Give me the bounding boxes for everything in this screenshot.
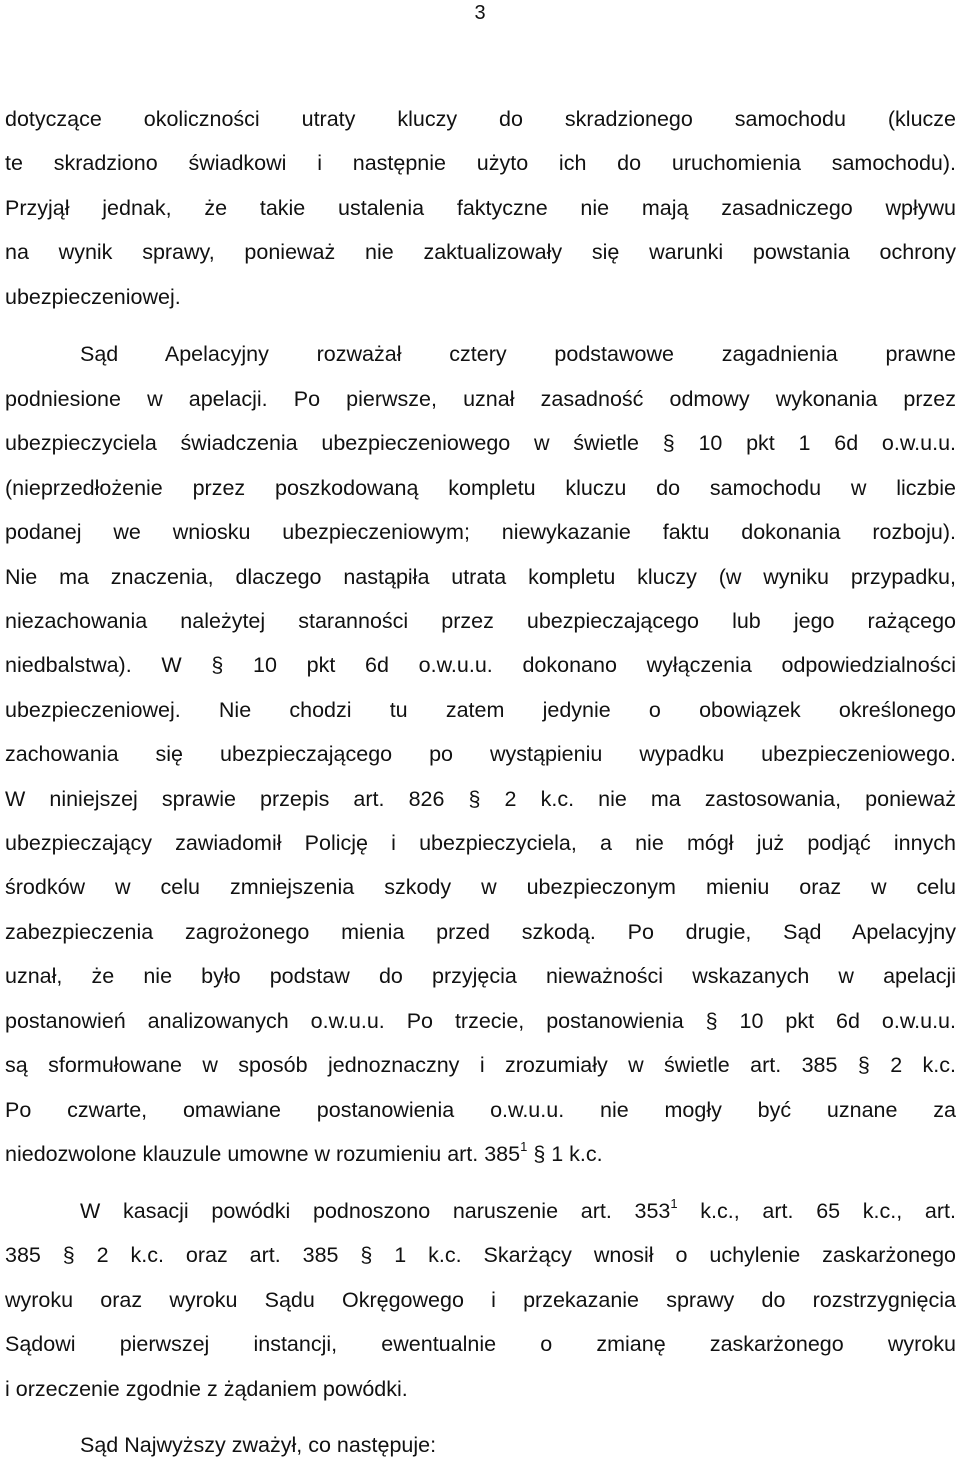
text-line: podanej we wniosku ubezpieczeniowym; niewykazanie faktu dokonania rozboju).	[5, 520, 956, 544]
text-line: uznał, że nie było podstaw do przyjęcia nieważności wskazanych w apelacji	[5, 964, 956, 988]
text-segment: W kasacji powódki podnoszono naruszenie art. 353	[80, 1199, 671, 1223]
text-segment: k.c., art. 65 k.c., art.	[677, 1199, 956, 1223]
text-line: zabezpieczenia zagrożonego mienia przed szkodą. Po drugie, Sąd Apelacyjny	[5, 920, 956, 944]
text-line: zachowania się ubezpieczającego po wystąpieniu wypadku ubezpieczeniowego.	[5, 742, 956, 766]
text-line: na wynik sprawy, ponieważ nie zaktualizowały się warunki powstania ochrony	[5, 240, 956, 264]
text-segment: niedozwolone klauzule umowne w rozumieniu art. 385	[5, 1142, 521, 1166]
superscript: 1	[670, 1195, 678, 1211]
text-line: Sąd Apelacyjny rozważał cztery podstawowe zagadnienia prawne	[80, 342, 956, 366]
text-line: Po czwarte, omawiane postanowienia o.w.u.u. nie mogły być uznane za	[5, 1098, 956, 1122]
text-line: i orzeczenie zgodnie z żądaniem powódki.	[5, 1377, 408, 1401]
text-line: te skradziono świadkowi i następnie użyto ich do uruchomienia samochodu).	[5, 151, 956, 175]
text-line: postanowień analizowanych o.w.u.u. Po trzecie, postanowienia § 10 pkt 6d o.w.u.u.	[5, 1009, 956, 1033]
text-line: Sąd Najwyższy zważył, co następuje:	[80, 1433, 437, 1457]
text-line: podniesione w apelacji. Po pierwsze, uznał zasadność odmowy wykonania przez	[5, 387, 956, 411]
text-line: Sądowi pierwszej instancji, ewentualnie o zmianę zaskarżonego wyroku	[5, 1332, 956, 1356]
page-number: 3	[474, 2, 486, 24]
text-segment: § 1 k.c.	[527, 1142, 603, 1166]
text-line: niezachowania należytej staranności przez ubezpieczającego lub jego rażącego	[5, 609, 956, 633]
text-line: Przyjął jednak, że takie ustalenia faktyczne nie mają zasadniczego wpływu	[5, 196, 956, 220]
text-line	[80, 1189, 956, 1233]
text-line: ubezpieczeniowej.	[5, 285, 181, 309]
text-line	[5, 1132, 956, 1176]
superscript: 1	[520, 1138, 528, 1154]
text-line: ubezpieczający zawiadomił Policję i ubezpieczyciela, a nie mógł już podjąć innych	[5, 831, 956, 855]
text-line: są sformułowane w sposób jednoznaczny i zrozumiały w świetle art. 385 § 2 k.c.	[5, 1053, 956, 1077]
text-line: ubezpieczeniowej. Nie chodzi tu zatem jedynie o obowiązek określonego	[5, 698, 956, 722]
text-line: 385 § 2 k.c. oraz art. 385 § 1 k.c. Skarżący wnosił o uchylenie zaskarżonego	[5, 1243, 956, 1267]
text-line: (nieprzedłożenie przez poszkodowaną kompletu kluczu do samochodu w liczbie	[5, 476, 956, 500]
text-line: dotyczące okoliczności utraty kluczy do skradzionego samochodu (klucze	[5, 107, 956, 131]
text-line: W niniejszej sprawie przepis art. 826 § 2 k.c. nie ma zastosowania, ponieważ	[5, 787, 956, 811]
text-line: wyroku oraz wyroku Sądu Okręgowego i przekazanie sprawy do rozstrzygnięcia	[5, 1288, 956, 1312]
text-line: Nie ma znaczenia, dlaczego nastąpiła utrata kompletu kluczy (w wyniku przypadku,	[5, 565, 956, 589]
text-line: ubezpieczyciela świadczenia ubezpieczeniowego w świetle § 10 pkt 1 6d o.w.u.u.	[5, 431, 956, 455]
text-line: niedbalstwa). W § 10 pkt 6d o.w.u.u. dokonano wyłączenia odpowiedzialności	[5, 653, 956, 677]
text-line: środków w celu zmniejszenia szkody w ubezpieczonym mieniu oraz w celu	[5, 875, 956, 899]
